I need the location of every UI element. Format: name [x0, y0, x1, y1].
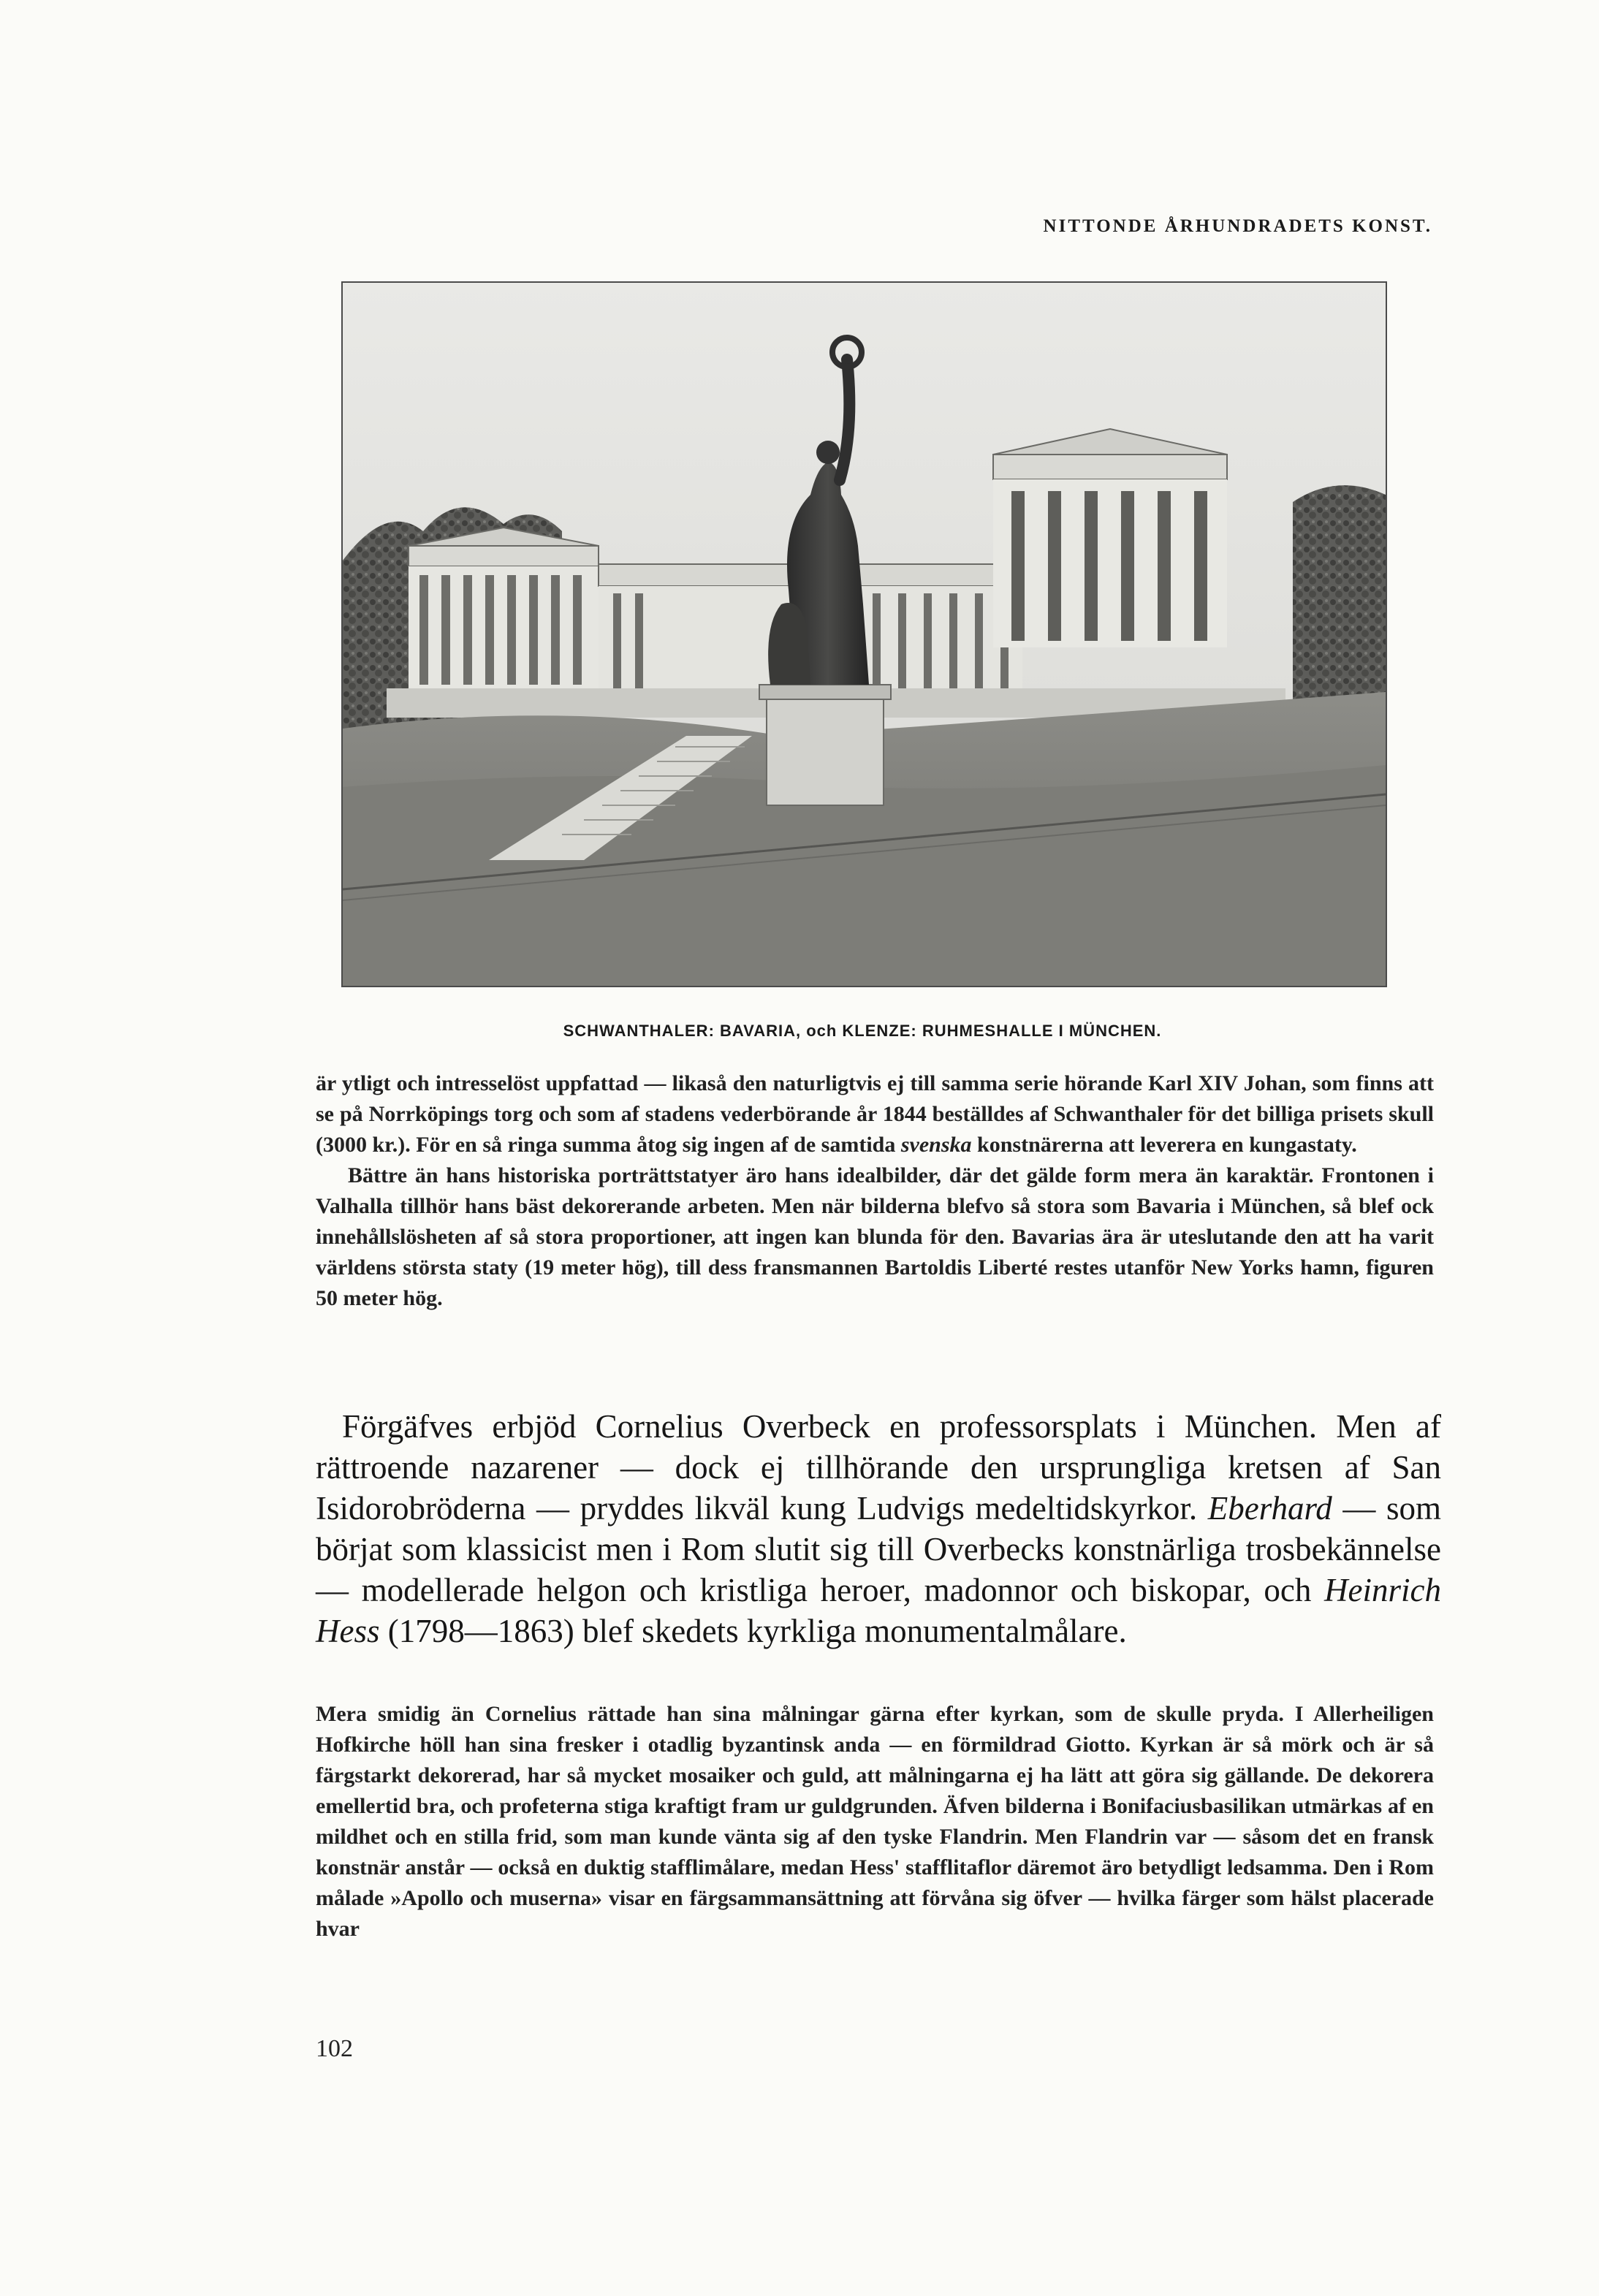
page-number: 102	[316, 2035, 353, 2062]
text-block-large	[316, 1406, 1441, 1651]
paragraph-idealbilder: Bättre än hans historiska porträttstatyer äro hans idealbilder, där det gälde form mera än karaktär. Frontonen i Valhalla tillhör hans bäst dekorerande arbeten. Men när bilderna blefvo så stora som Bavaria i München, så blef ock innehållslösheten af så stora proportioner, att ingen kan blunda för den. Bavarias ära är uteslutande den att ha varit världens största staty (19 meter hög), till dess fransmannen Bartoldis Liberté restes utanför New Yorks hamn, figuren 50 meter hög.	[316, 1163, 1434, 1310]
paragraph-karl-xiv: är ytligt och intresselöst uppfattad — likaså den naturligtvis ej till samma serie hörande Karl XIV Johan, som finns att se på Norrköpings torg och som af stadens vederbörande år 1844 beställdes af Schwanthaler för det billiga prisets skull (3000 kr.). För en så ringa summa åtog sig ingen af de samtida svenska konstnärerna att leverera en kungastaty.	[316, 1071, 1434, 1157]
figure-caption: SCHWANTHALER: BAVARIA, och KLENZE: RUHMESHALLE I MÜNCHEN.	[563, 1022, 1162, 1040]
photograph-bavaria-ruhmeshalle	[341, 281, 1387, 987]
photograph-illustration	[343, 283, 1386, 986]
text-block-small-top	[316, 1068, 1434, 1314]
paragraph-nazarener: Förgäfves erbjöd Cornelius Overbeck en professorsplats i München. Men af rättroende nazarener — dock ej tillhörande den ursprungliga kretsen af San Isidorobröderna — pryddes likväl kung Ludvigs medeltidskyrkor. Eberhard — som börjat som klassicist men i Rom slutit sig till Overbecks konstnärliga trosbekännelse — modellerade helgon och kristliga heroer, madonnor och biskopar, och Heinrich Hess (1798—1863) blef skedets kyrkliga monumentalmålare.	[316, 1408, 1442, 1649]
text-block-small-bottom	[316, 1699, 1434, 1945]
running-header: NITTONDE ÅRHUNDRADETS KONST.	[1043, 216, 1432, 236]
paragraph-hess: Mera smidig än Cornelius rättade han sina målningar gärna efter kyrkan, som de skulle pryda. I Allerheiligen Hofkirche höll han sina fresker i otadlig byzantinsk anda — en förmildrad Giotto. Kyrkan är så mörk och är så färgstarkt dekorerad, har så mycket mosaiker och guld, att målningarna ej ha lätt att göra sig gällande. De dekorera emellertid bra, och profeterna stiga kraftigt fram ur guldgrunden. Äfven bilderna i Bonifaciusbasilikan utmärkas af en mildhet och en stilla frid, som man kunde vänta sig af den tyske Flandrin. Men Flandrin var — såsom det en fransk konstnär anstår — också en duktig stafflimålare, medan Hess' stafflitaflor däremot äro betydligt ledsamma. Den i Rom målade »Apollo och muserna» visar en färgsammansättning att förvåna sig öfver — hvilka färger som hälst placerade hvar	[316, 1702, 1434, 1941]
